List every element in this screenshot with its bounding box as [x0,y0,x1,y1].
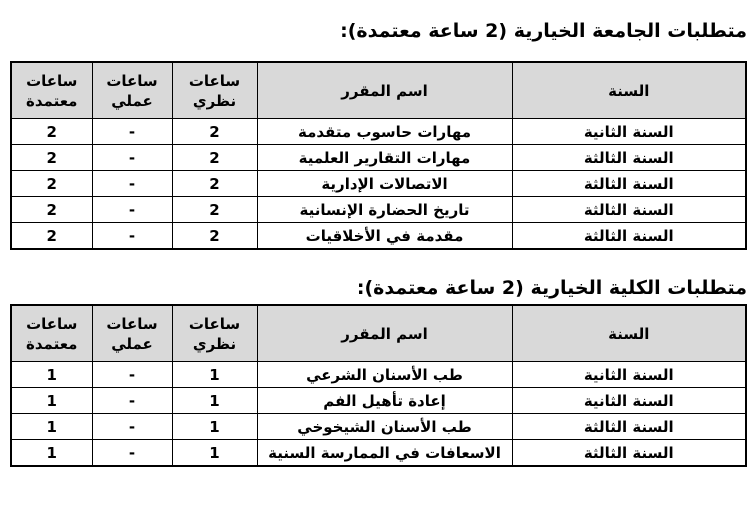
credit-hours-cell: 1 [11,440,92,467]
theory-hours-cell: 1 [172,362,257,388]
credit-hours-cell: 2 [11,223,92,250]
credit-hours-cell: 2 [11,171,92,197]
table-row [11,171,746,197]
course-name-cell: مقدمة في الأخلاقيات [257,223,512,250]
credit-hours-cell: 1 [11,414,92,440]
credit-hours-cell: 2 [11,119,92,145]
table-row [11,388,746,414]
practical-hours-cell: - [92,362,172,388]
theory-hours-cell: 2 [172,171,257,197]
header-row [11,62,746,119]
theory-hours-cell: 1 [172,388,257,414]
table-row [11,197,746,223]
year-cell: السنة الثانية [512,119,746,145]
university-electives-heading: متطلبات الجامعة الخيارية (2 ساعة معتمدة): [340,20,747,42]
course-name-cell: مهارات التقارير العلمية [257,145,512,171]
year-cell: السنة الثالثة [512,440,746,467]
theory-hours-cell: 2 [172,145,257,171]
course-name-cell: إعادة تأهيل الفم [257,388,512,414]
year-cell: السنة الثالثة [512,414,746,440]
document-page [0,18,753,510]
practical-hours-cell: - [92,145,172,171]
table-row [11,362,746,388]
theory-hours-cell: 2 [172,223,257,250]
credit-hours-cell: 1 [11,362,92,388]
column-header-practical-hours: ساعات عملي [92,62,172,119]
column-header-year: السنة [512,305,746,362]
course-name-cell: طب الأسنان الشيخوخي [257,414,512,440]
year-cell: السنة الثالثة [512,145,746,171]
credit-hours-cell: 1 [11,388,92,414]
credit-hours-cell: 2 [11,197,92,223]
column-header-year: السنة [512,62,746,119]
theory-hours-cell: 1 [172,414,257,440]
column-header-credit-hours: ساعات معتمدة [11,62,92,119]
column-header-theory-hours: ساعات نظري [172,62,257,119]
college-electives-heading: متطلبات الكلية الخيارية (2 ساعة معتمدة): [356,277,747,299]
year-cell: السنة الثانية [512,388,746,414]
course-name-cell: الاسعافات في الممارسة السنية [257,440,512,467]
practical-hours-cell: - [92,414,172,440]
practical-hours-cell: - [92,440,172,467]
year-cell: السنة الثالثة [512,197,746,223]
course-name-cell: مهارات حاسوب متقدمة [257,119,512,145]
header-row [11,305,746,362]
practical-hours-cell: - [92,223,172,250]
course-name-cell: الاتصالات الإدارية [257,171,512,197]
course-name-cell: طب الأسنان الشرعي [257,362,512,388]
year-cell: السنة الثالثة [512,171,746,197]
table-row [11,414,746,440]
practical-hours-cell: - [92,197,172,223]
practical-hours-cell: - [92,171,172,197]
theory-hours-cell: 1 [172,440,257,467]
column-header-credit-hours: ساعات معتمدة [11,305,92,362]
practical-hours-cell: - [92,119,172,145]
column-header-theory-hours: ساعات نظري [172,305,257,362]
column-header-course-name: اسم المقرر [257,305,512,362]
theory-hours-cell: 2 [172,197,257,223]
credit-hours-cell: 2 [11,145,92,171]
college-electives-table [10,304,747,467]
course-name-cell: تاريخ الحضارة الإنسانية [257,197,512,223]
theory-hours-cell: 2 [172,119,257,145]
year-cell: السنة الثالثة [512,223,746,250]
table-row [11,145,746,171]
table-row [11,223,746,250]
table-row [11,440,746,467]
university-electives-table [10,61,747,250]
year-cell: السنة الثانية [512,362,746,388]
column-header-course-name: اسم المقرر [257,62,512,119]
practical-hours-cell: - [92,388,172,414]
column-header-practical-hours: ساعات عملي [92,305,172,362]
table-row [11,119,746,145]
